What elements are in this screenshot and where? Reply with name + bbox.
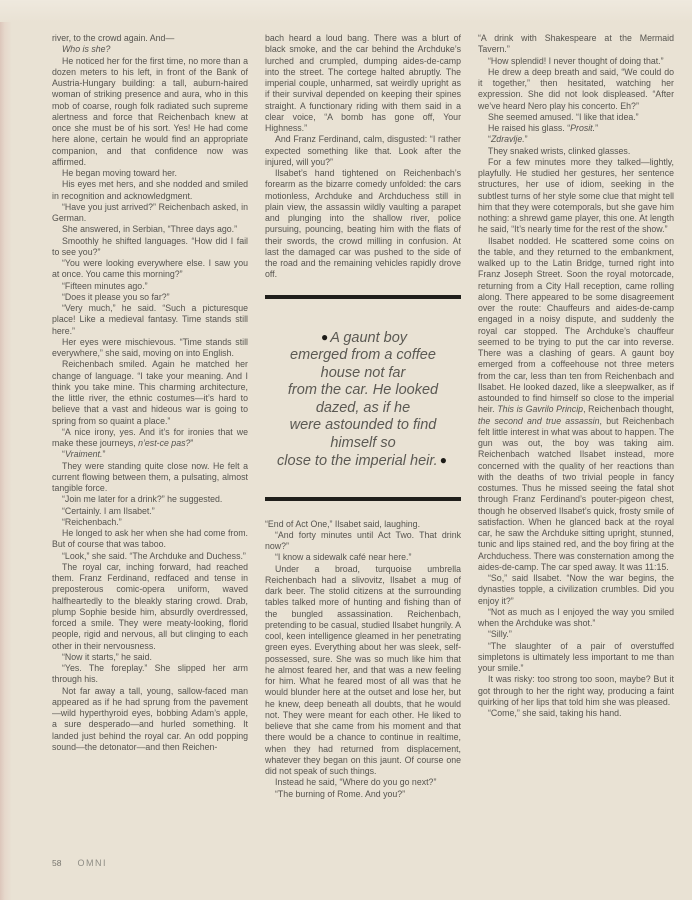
paragraph: Who is she? [62, 44, 111, 55]
paragraph: They snaked wrists, clinked glasses. [488, 145, 631, 156]
paragraph: “Does it please you so far?” [62, 291, 170, 302]
paragraph: “A nice irony, yes. And it’s for ironies that we make these journeys, n’est-ce pas?” [52, 426, 248, 448]
paragraph: And Franz Ferdinand, calm, disgusted: “I rather expected something like that. Look after the injured, will you?” [265, 134, 461, 167]
paragraph: Not far away a tall, young, sallow-faced man appeared as if he had sprung from the pavement—wild hyperthyroid eyes, bobbing Adam’s apple, a sure desperado—and hurled something. It landed just behind the royal car. An odd popping sound—the detonator—and then Reichen- [52, 685, 248, 752]
paragraph: She seemed amused. “I like that idea.” [488, 111, 639, 122]
paragraph: “Silly.” [488, 629, 512, 640]
paragraph: “The slaughter of a pair of overstuffed simpletons is ultimately less important to me than your smile.” [478, 640, 674, 673]
paragraph: She answered, in Serbian, “Three days ago.” [62, 224, 238, 235]
paragraph: “Fifteen minutes ago.” [62, 280, 148, 291]
paragraph: “Yes. The foreplay.” She slipped her arm through his. [52, 663, 248, 685]
paragraph: “Not as much as I enjoyed the way you smiled when the Archduke was shot.” [478, 606, 674, 628]
paragraph: “Vraiment.” [62, 449, 106, 460]
paragraph: “End of Act One,” Ilsabet said, laughing. [265, 518, 421, 529]
paragraph: “A drink with Shakespeare at the Mermaid Tavern.” [478, 33, 674, 55]
pull-quote-line: from the car. He looked [287, 382, 439, 398]
paragraph: “Certainly. I am Ilsabet.” [62, 505, 155, 516]
paragraph: For a few minutes more they talked—lightly, playfully. He studied her gestures, her sentence structures, her use of idiom, seeking in the subtlest turns of her style some clue that might tell him that they were cotemporals, but she gave him nothing: a shrewd game player, this one. At length he said, “It’s nearly time for the rest of the show.” [478, 156, 674, 235]
paragraph: The royal car, inching forward, had reached them. Franz Ferdinand, redfaced and tense in preposterous comic-opera uniform, waved halfheartedly to the bleakly staring crowd. Drab, plump Sophie beside him, absurdly overdressed, forced a smile. They were meaty-looking, florid people, rigid and nervous, all but clinging to each other in their nervousness. [52, 561, 248, 651]
article-column-middle [265, 33, 461, 800]
pull-quote-line: house not far [320, 364, 406, 381]
paragraph: “You were looking everywhere else. I saw you at once. You came this morning?” [52, 258, 248, 280]
column-middle-top-text [265, 33, 461, 281]
page-top-edge [0, 0, 692, 22]
paragraph: He longed to ask her when she had come from. But of course that was taboo. [52, 528, 248, 550]
paragraph: Ilsabet’s hand tightened on Reichenbach’s forearm as the bizarre comedy unfolded: the cars motionless, Archduke and Archduchess still in plain view, the assassin wildly vaulting a parapet and plunging into the shallow river, police pursuing, pouncing, beating him with the flats of their swords, the crowd milling in confusion. At last the damaged car was pushed to the side of the road and the remaining vehicles rapidly drove off. [265, 168, 461, 280]
paragraph: “So,” said Ilsabet. “Now the war begins, the dynasties topple, a civilization crumbles. Did you enjoy it?” [478, 573, 674, 606]
pull-quote-line: himself so [330, 434, 396, 451]
pull-quote [265, 299, 461, 497]
article-column-right [478, 33, 674, 800]
paragraph: “Come,” she said, taking his hand. [488, 708, 622, 718]
paragraph: river, to the crowd again. And— [52, 33, 175, 43]
paragraph: They were standing quite close now. He felt a current flowing between them, a pulsating, almost tangible force. [52, 460, 248, 493]
paragraph: He began moving toward her. [62, 168, 177, 178]
paragraph: Under a broad, turquoise umbrella Reichenbach had a slivovitz, Ilsabet a mug of dark beer. The stolid citizens at the surrounding tables talked more of hunting and fishing than of the bungled assassination. Reichenbach, pretending to be casual, studied Ilsabet hungrily. A cool, keen intelligence gleamed in her penetrating green eyes. Everything about her was sleek, self-possessed, sure. She was so much like him that he almost feared her, and that was a new feeling for him. What he feared most of all was that he would blunder here at the outset and lose her, but he knew, deep beneath all doubts, that he would not. They were meant for each other. He liked to believe that she came from his moment and that there would be a chance to continue in realtime, when they had returned from displacement, whatever they began on this jaunt. Of course one did not speak of such things. [265, 563, 461, 776]
column-middle-bottom-text [265, 519, 461, 800]
paragraph: “The burning of Rome. And you?” [275, 788, 406, 799]
page-footer [52, 858, 107, 868]
page-number: 58 [52, 858, 62, 868]
paragraph: Ilsabet nodded. He scattered some coins on the table, and they returned to the embankment, walked up to the Latin Bridge, turned right into Franz Joseph Street. Soon the royal motorcade, returning from a City Hall reception, came rolling along. There appeared to be some disagreement over the route: Chauffeurs and aides-de-camp engaged in a noisy dispute, and suddenly the royal car stopped. The Archduke’s chauffeur seemed to be trying to put the car into reverse. There was a clashing of gears. A gaunt boy emerged from a coffeehouse not three meters from the car, less than ten from Reichenbach and Ilsabet. He looked dazed, like a sleepwalker, as if astounded to find himself so close to the imperial heir. This is Gavrilo Princip, Reichenbach thought, the second and true assassin, but Reichenbach felt little interest in what was about to happen. The gun was out, the boy was taking aim. Reichenbach watched Ilsabet instead, more concerned with the quality of her reactions than with the deaths of two trivial people in fancy costumes. Thus he missed seeing the fatal shot through Franz Ferdinand’s pouter-pigeon chest, though he observed Ilsabet’s quick, frosty smile of satisfaction. When he glanced back at the royal car, he saw the Archduke sitting upright, stunned, tunic and lips stained red, and the boy firing at the Archduchess. There was consternation among the aides-de-camp. The car sped away. It was 11:15. [478, 235, 674, 572]
paragraph: Instead he said, “Where do you go next?” [275, 777, 437, 788]
page-gutter-edge [0, 0, 12, 900]
paragraph: Her eyes were mischievous. “Time stands still everywhere,” she said, moving on into English. [52, 336, 248, 358]
paragraph: “Reichenbach.” [62, 516, 122, 527]
article-body [52, 33, 674, 800]
paragraph: Reichenbach smiled. Again he matched her change of language. “I take your meaning. And I think you take mine. This charming architecture, the little river, the ethnic costumes—it’s hard to believe that a vast and hideous war is going to spring from so quaint a place.” [52, 359, 248, 426]
pull-quote-line: dazed, as if he [315, 399, 411, 416]
paragraph: Smoothly he shifted languages. “How did I fail to see you?” [52, 235, 248, 257]
close-quote-icon: ● [439, 453, 447, 467]
pull-quote-line: emerged from a coffee [290, 347, 436, 363]
paragraph: It was risky: too strong too soon, maybe? But it got through to her the right way, producing a faint quirking of her lips that told him she was pleased. [478, 674, 674, 707]
paragraph: “I know a sidewalk café near here.” [275, 552, 412, 563]
divider-rule-bottom [265, 497, 461, 501]
paragraph: He drew a deep breath and said, “We could do it together,” then hesitated, watching her expression. She did not look displeased. “After we’ve heard Nero play his concerto. Eh?” [478, 66, 674, 111]
paragraph: He noticed her for the first time, no more than a dozen meters to his left, in front of the Bank of Austria-Hungary building: a tall, auburn-haired woman of striking presence and aura, who in this mob of coarse, rough folk radiated such supreme alertness and force that Reichenbach knew at once she must be of his sort. Yes! He had come here alone, certain he would find an appropriate companion, and that confidence now was affirmed. [52, 55, 248, 167]
paragraph: “How splendid! I never thought of doing that.” [488, 55, 664, 66]
paragraph: “And forty minutes until Act Two. That drink now?” [265, 529, 461, 551]
paragraph: “Now it starts,” he said. [62, 651, 152, 662]
paragraph: bach heard a loud bang. There was a blurt of black smoke, and the car behind the Archduke’s lurched and crumpled, dumping aides-de-camp into the street. The cortege halted abruptly. The imperial couple, unharmed, sat weirdly upright as if their survival depended on keeping their spines straight. A functionary riding with them said in a clear voice, “A bomb has gone off, Your Highness.” [265, 33, 461, 133]
paragraph: “Join me later for a drink?” he suggested. [62, 494, 223, 505]
paragraph: “Zdravlje.” [488, 134, 528, 145]
article-column-left [52, 33, 248, 800]
pull-quote-line: were astounded to find [289, 417, 437, 433]
paragraph: His eyes met hers, and she nodded and smiled in recognition and acknowledgment. [52, 179, 248, 201]
paragraph: He raised his glass. “Prosit.” [488, 123, 599, 133]
pull-quote-line: ● A gaunt boy [320, 329, 408, 346]
pull-quote-line: close to the imperial heir. ● [277, 453, 447, 469]
open-quote-icon: ● [320, 329, 329, 344]
paragraph: “Very much,” he said. “Such a picturesque place! Like a medieval fantasy. Time stands still here.” [52, 303, 248, 336]
paragraph: “Look,” she said. “The Archduke and Duchess.” [62, 550, 246, 561]
paragraph: “Have you just arrived?” Reichenbach asked, in German. [52, 201, 248, 223]
magazine-name: OMNI [77, 858, 107, 868]
